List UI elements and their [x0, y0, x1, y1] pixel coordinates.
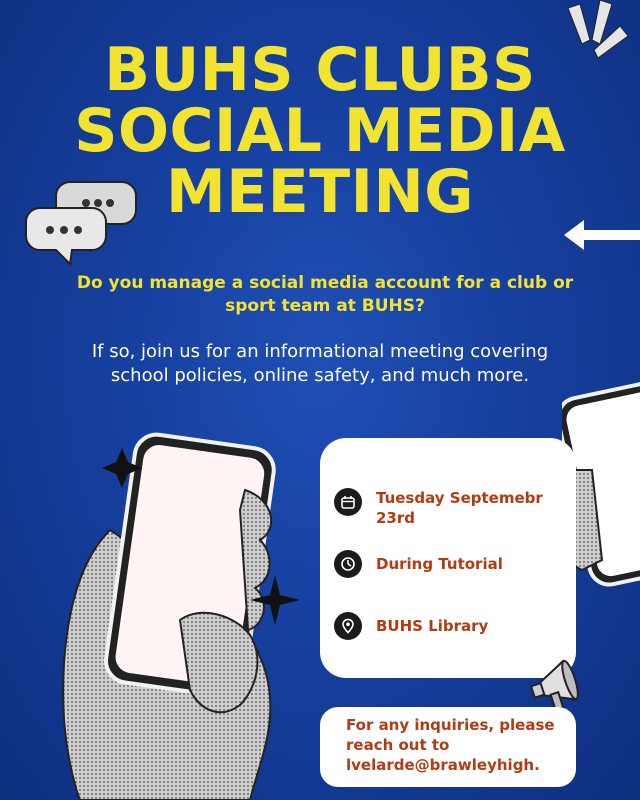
time-row	[334, 550, 503, 578]
clock-icon	[334, 550, 362, 578]
title-line-1: BUHS CLUBS	[104, 35, 536, 105]
chat-bubbles-icon	[22, 172, 142, 272]
location-pin-icon	[334, 612, 362, 640]
contact-card	[320, 707, 576, 787]
title-line-3: MEETING	[166, 157, 474, 227]
contact-text: For any inquiries, please reach out to lvelarde@brawleyhigh.	[346, 716, 555, 774]
event-details-card	[320, 438, 576, 678]
body-text: If so, join us for an informational meeting covering school policies, online safety, and much more.	[91, 341, 549, 386]
calendar-icon	[334, 488, 362, 516]
title-line-2: SOCIAL MEDIA	[74, 96, 566, 166]
arrow-left-icon	[560, 212, 640, 258]
date-row	[334, 488, 566, 528]
location-text: BUHS Library	[376, 617, 489, 635]
time-text: During Tutorial	[376, 555, 503, 573]
date-text: Tuesday Septemebr 23rd	[376, 489, 543, 527]
sparkle-icon	[250, 575, 300, 625]
question-text: Do you manage a social media account for a club or sport team at BUHS?	[76, 273, 574, 316]
location-row	[334, 612, 488, 640]
